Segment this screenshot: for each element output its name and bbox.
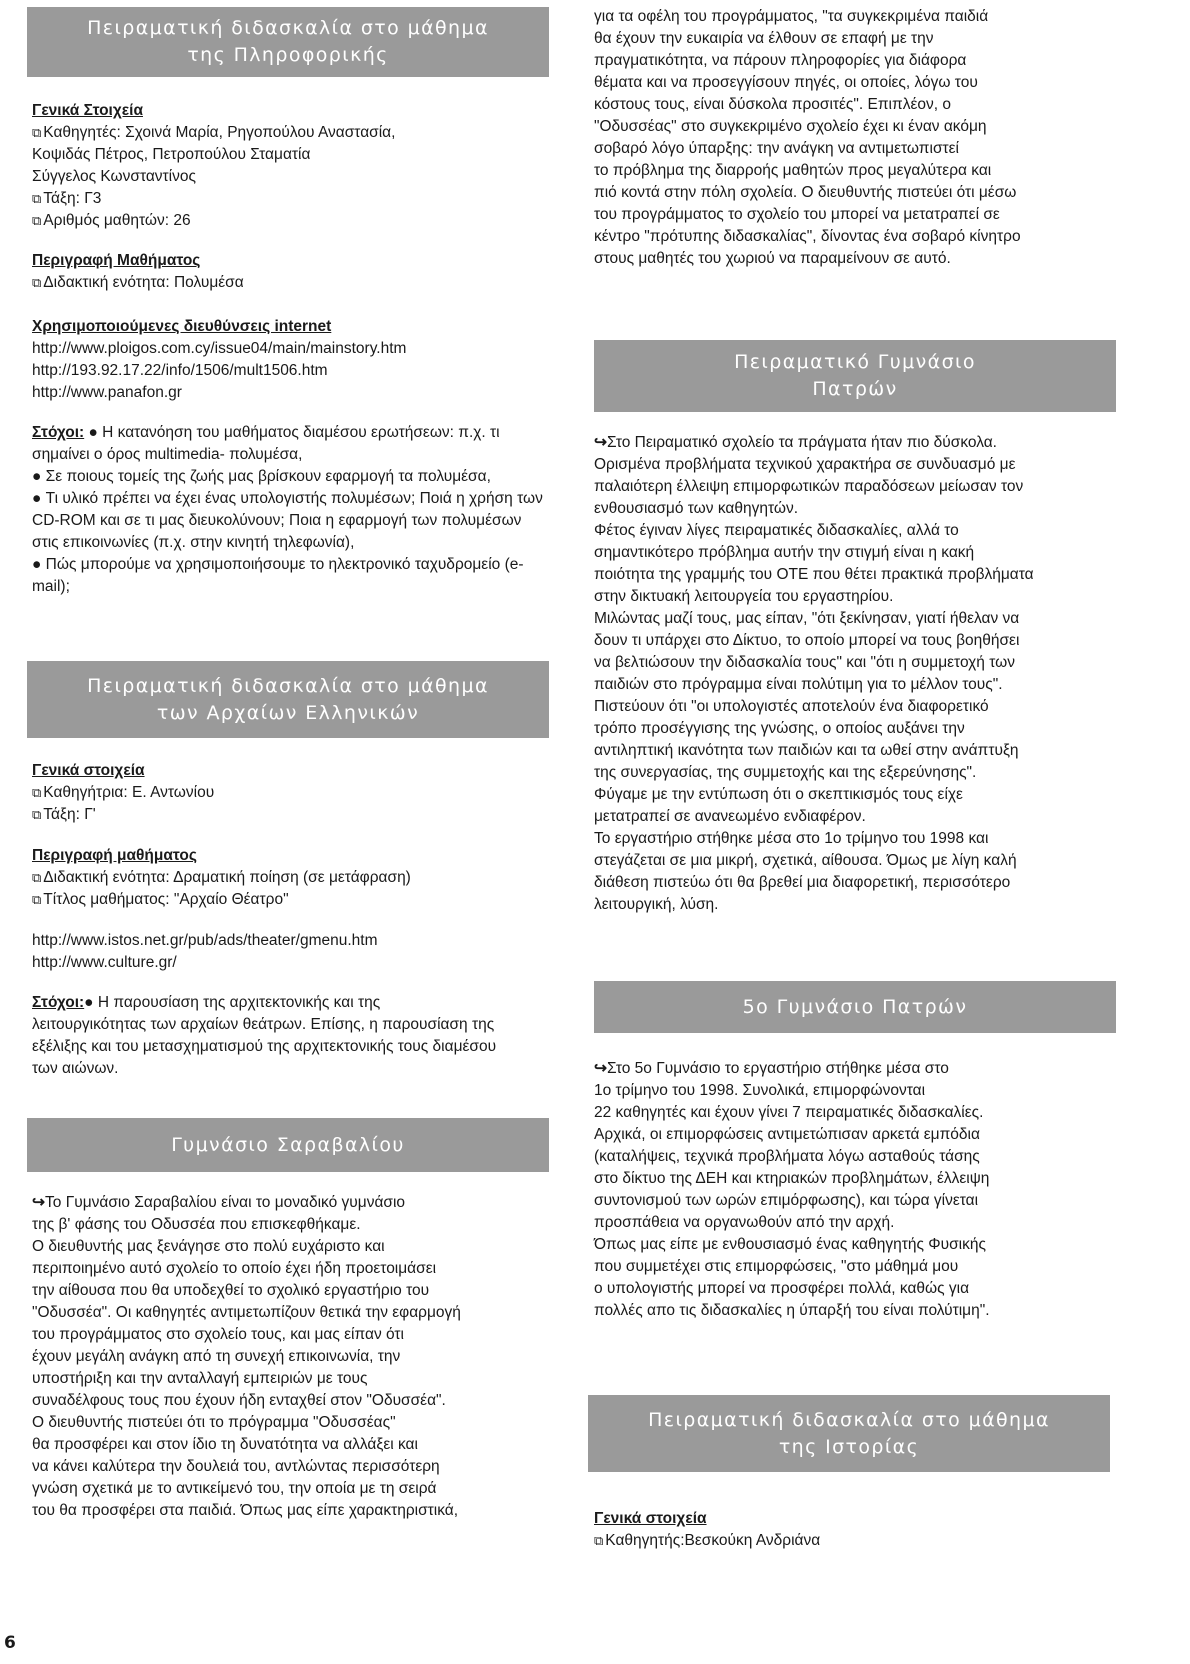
text-line: (καταλήψεις, τεχνικά προβλήματα λόγω ασταθούς τάσης	[594, 1148, 980, 1165]
text-line: παλαιότερη έλλειψη επιμορφωτικών παραδόσεων μείωσαν τον	[594, 478, 1024, 495]
text-line: της β' φάσης του Οδυσσέα που επισκεφθήκαμε.	[32, 1216, 361, 1233]
text-line: περιποιημένο αυτό σχολείο το οποίο έχει ήδη προετοιμάσει	[32, 1260, 437, 1277]
informatics-goals	[32, 422, 544, 598]
ancient-goals	[32, 992, 497, 1080]
bullet-dot: ●	[32, 468, 46, 485]
text-line: το πρόβλημα της διαρροής μαθητών προς μεγαλύτερα και	[594, 162, 992, 179]
text-line: συναδέλφους τους που έχουν ήδη ενταχθεί στον "Οδυσσέα".	[32, 1392, 446, 1409]
section-header-saravali	[27, 1118, 549, 1172]
text-line: λειτουργική, λύση.	[594, 896, 719, 913]
history-general	[594, 1508, 1119, 1552]
goal-item: Σε ποιους τομείς της ζωής μας βρίσκουν εφαρμογή τα πολυμέσα,	[45, 468, 491, 485]
page-number: 6	[4, 1633, 16, 1653]
text-line: κόστους τους, είναι δύσκολα προσιτές". Επιπλέον, ο	[594, 96, 951, 113]
text-line: Ο διευθυντής πιστεύει ότι το πρόγραμμα "Οδυσσέας"	[32, 1414, 396, 1431]
teacher-line: ⧉ Καθηγήτρια: Ε. Αντωνίου	[32, 782, 552, 804]
text-line: του προγράμματος το σχολείο του μπορεί να μετατραπεί σε	[594, 206, 1000, 223]
text-line: σοβαρό λόγο ύπαρξης: την ανάγκη να αντιμετωπιστεί	[594, 140, 959, 157]
text-line: διάθεση πιστεύω ότι θα βρεθεί μια διαφορετική, περισσότερο	[594, 874, 1011, 891]
bullet-dot: ●	[84, 424, 103, 441]
patras-experimental-body	[594, 432, 1119, 916]
text-line: του θα προσφέρει στα παιδιά. Όπως μας είπε χαρακτηριστικά,	[32, 1502, 459, 1519]
header-line: Πειραματικό Γυμνάσιο	[734, 351, 976, 373]
section-header-patras-5th	[594, 981, 1116, 1033]
text-line: Το εργαστήριο στήθηκε μέσα στο 1ο τρίμηνο του 1998 και	[594, 830, 989, 847]
text-line: "Οδυσσέας" στο συγκεκριμένο σχολείο έχει κι έναν ακόμη	[594, 118, 987, 135]
goals-text: Η παρουσίαση της αρχιτεκτονικής και της λειτουργικότητας των αρχαίων θεάτρων. Επίσης, η παρουσίαση της εξέλιξης και του μετασχηματισμού της αρχιτεκτονικής τους διαμέσου των αιώνων.	[32, 994, 497, 1077]
text-line: στους μαθητές του χωριού να παραμείνουν σε αυτό.	[594, 250, 951, 267]
text-line: να βελτιώσουν την διδασκαλία τους" και "ότι η συμμετοχή των	[594, 654, 1015, 671]
text-span: Στο 5ο Γυμνάσιο το εργαστήριο στήθηκε μέσα στο	[607, 1060, 949, 1077]
url-link[interactable]: http://193.92.17.22/info/1506/mult1506.htm	[32, 362, 328, 379]
text-line: Όπως μας είπε με ενθουσιασμό ένας καθηγητής Φυσικής	[594, 1236, 986, 1253]
text-line: πραγματικότητα, να πάρουν πληροφορίες για διάφορα	[594, 52, 967, 69]
header-line: Πατρών	[812, 378, 898, 400]
ancient-lesson	[32, 845, 552, 911]
text-line: υποστήριξη και την ανταλλαγή εμπειριών με τους	[32, 1370, 368, 1387]
header-line: της Ιστορίας	[778, 1435, 920, 1458]
url-link[interactable]: http://www.panafon.gr	[32, 384, 182, 401]
section-header-history	[588, 1395, 1110, 1472]
text-line: 22 καθηγητές και έχουν γίνει 7 πειραματικές διδασκαλίες.	[594, 1104, 984, 1121]
text-line: συντονισμού των ωρών επιμόρφωσης), και τώρα γίνεται	[594, 1192, 979, 1209]
bullet-dot: ●	[32, 490, 46, 507]
url-link[interactable]: http://www.culture.gr/	[32, 954, 177, 971]
text-line: Φέτος έγιναν λίγες πειραματικές διδασκαλίες, αλλά το	[594, 522, 959, 539]
text-line: της συνεργασίας, της συμμετοχής και της εξερεύνησης".	[594, 764, 977, 781]
header-line: Πειραματική διδασκαλία στο μάθημα	[87, 17, 489, 39]
text-line: γνώση σχετικά με το αντικείμενό του, την οποία με τη σειρά	[32, 1480, 437, 1497]
text-line: πιό κοντά στην πόλη σχολεία. Ο διευθυντής πιστεύει ότι μέσω	[594, 184, 1017, 201]
text-line: θα έχουν την ευκαιρία να έλθουν σε επαφή με την	[594, 30, 934, 47]
text-line: δουν τι υπάρχει στο Δίκτυο, το οποίο μπορεί να τους βοηθήσει	[594, 632, 1020, 649]
text-line: τρόπο προσέγγισης της γνώσης, ο οποίος αυξάνει την	[594, 720, 965, 737]
url-link[interactable]: http://www.ploigos.com.cy/issue04/main/mainstory.htm	[32, 340, 407, 357]
arrow-icon: ↪	[32, 1194, 45, 1211]
saravali-body	[32, 1192, 552, 1522]
text-line: θα προσφέρει και στον ίδιο τη δυνατότητα να αλλάξει και	[32, 1436, 418, 1453]
header-line: Γυμνάσιο Σαραβαλίου	[171, 1133, 405, 1156]
class-line: ⧉ Τάξη: Γ'	[32, 804, 552, 826]
unit-line: ⧉ Διδακτική ενότητα: Δραματική ποίηση (σε μετάφραση)	[32, 867, 552, 889]
teachers-line: ⧉ Καθηγητές: Σχοινά Μαρία, Ρηγοπούλου Αναστασία,	[32, 122, 552, 144]
text-line: Μιλώντας μαζί τους, μας είπαν, "ότι ξεκίνησαν, γιατί ήθελαν να	[594, 610, 1020, 627]
section-header-patras-experimental	[594, 340, 1116, 412]
header-line: της Πληροφορικής	[187, 44, 389, 66]
text-line: στεγάζεται σε μια μικρή, σχετικά, αίθουσα. Όμως με λίγη καλή	[594, 852, 1017, 869]
header-line: Πειραματική διδασκαλία στο μάθημα	[87, 674, 489, 697]
col2-continuation	[594, 6, 1119, 270]
text-line: για τα οφέλη του προγράμματος, "τα συγκεκριμένα παιδιά	[594, 8, 989, 25]
text-line: "Οδυσσέα". Οι καθηγητές αντιμετωπίζουν θετικά την εφαρμογή	[32, 1304, 461, 1321]
text-line: πολλές απο τις διδασκαλίες η ύπαρξή του είναι πολύτιμη".	[594, 1302, 990, 1319]
header-line: των Αρχαίων Ελληνικών	[156, 701, 420, 724]
general-heading: Γενικά Στοιχεία	[32, 102, 143, 119]
informatics-general	[32, 100, 552, 232]
section-header-informatics	[27, 7, 549, 77]
text-line	[594, 432, 1119, 454]
url-link[interactable]: http://www.istos.net.gr/pub/ads/theater/gmenu.htm	[32, 932, 378, 949]
arrow-icon: ↪	[594, 1060, 607, 1077]
lesson-heading: Περιγραφή μαθήματος	[32, 847, 197, 864]
text-line: ενθουσιασμό των καθηγητών.	[594, 500, 799, 517]
section-header-ancient	[27, 661, 549, 738]
text-line: ο υπολογιστής μπορεί να προσφέρει πολλά, καθώς για	[594, 1280, 970, 1297]
goal-item: Τι υλικό πρέπει να έχει ένας υπολογιστής πολυμέσων; Ποιά η χρήση των CD-ROM και σε τι μας διευκολύνουν; Ποια η εφαρμογή των πολυμέσων στις επικοινωνίες (π.χ. στην κινητή τηλεφωνία),	[32, 490, 543, 551]
teacher-line: ⧉ Καθηγητής:Βεσκούκη Ανδριάνα	[594, 1530, 1119, 1552]
bullet-dot: ●	[32, 556, 46, 573]
informatics-lesson	[32, 250, 552, 294]
text-line: 1ο τρίμηνο του 1998. Συνολικά, επιμορφώνονται	[594, 1082, 926, 1099]
students-line: ⧉ Αριθμός μαθητών: 26	[32, 210, 552, 232]
general-heading: Γενικά στοιχεία	[32, 762, 145, 779]
text-line: προσπάθεια να οργανωθούν από την αρχή.	[594, 1214, 895, 1231]
text-line: κέντρο "πρότυπης διδασκαλίας", δίνοντας ένα σοβαρό κίνητρο	[594, 228, 1021, 245]
text-line: την αίθουσα που θα υποδεχθεί το σχολικό εργαστήριο του	[32, 1282, 430, 1299]
text-span: Το Γυμνάσιο Σαραβαλίου είναι το μοναδικό γυμνάσιο	[45, 1194, 406, 1211]
ancient-general	[32, 760, 552, 826]
text-line: έχουν μεγάλη ανάγκη από τη συνεχή επικοινωνία, την	[32, 1348, 401, 1365]
general-heading: Γενικά στοιχεία	[594, 1510, 707, 1527]
header-line: 5ο Γυμνάσιο Πατρών	[742, 995, 968, 1018]
text-line: του προγράμματος στο σχολείο τους, και μας είπαν ότι	[32, 1326, 404, 1343]
text-line	[594, 1058, 1119, 1080]
class-line: ⧉ Τάξη: Γ3	[32, 188, 552, 210]
header-line: Πειραματική διδασκαλία στο μάθημα	[648, 1408, 1050, 1431]
text-line	[32, 1192, 552, 1214]
text-line: μετατραπεί σε ανανεωμένο ενδιαφέρον.	[594, 808, 866, 825]
text-line: θέματα και να προσεγγίσουν πηγές, οι οποίες, λόγω του	[594, 74, 978, 91]
text-line: Πιστεύουν ότι "οι υπολογιστές αποτελούν ένα διαφορετικό	[594, 698, 989, 715]
text-line: Αρχικά, οι επιμορφώσεις αντιμετώπισαν αρκετά εμπόδια	[594, 1126, 980, 1143]
lesson-heading: Περιγραφή Μαθήματος	[32, 252, 201, 269]
text-line: Ορισμένα προβλήματα τεχνικού χαρακτήρα σε συνδυασμό με	[594, 456, 1016, 473]
text-line: που συμμετέχει στις επιμορφώσεις, "στο μάθημά μου	[594, 1258, 959, 1275]
informatics-urls	[32, 316, 552, 404]
goals-label: Στόχοι:	[32, 994, 85, 1011]
patras-5th-body	[594, 1058, 1119, 1322]
teachers-line: Σύγγελος Κωνσταντίνος	[32, 168, 196, 185]
text-line: Φύγαμε με την εντύπωση ότι ο σκεπτικισμός τους είχε	[594, 786, 963, 803]
text-line: να κάνει καλύτερα την δουλειά του, αντλώντας περισσότερη	[32, 1458, 440, 1475]
text-line: σημαντικότερο πρόβλημα αυτήν την στιγμή είναι η κακή	[594, 544, 975, 561]
unit-line: ⧉ Διδακτική ενότητα: Πολυμέσα	[32, 272, 552, 294]
arrow-icon: ↪	[594, 434, 607, 451]
goal-item: Η κατανόηση του μαθήματος διαμέσου ερωτήσεων: π.χ. τι σημαίνει ο όρος multimedia- πολυμέσα,	[32, 424, 500, 463]
teachers-line: Κοψιδάς Πέτρος, Πετροπούλου Σταματία	[32, 146, 311, 163]
urls-heading: Χρησιμοποιούμενες διευθύνσεις internet	[32, 318, 332, 335]
text-line: παιδιών στο πρόγραμμα είναι πολύτιμη για το μέλλον τους".	[594, 676, 1003, 693]
goal-item: Πώς μπορούμε να χρησιμοποιήσουμε το ηλεκτρονικό ταχυδρομείο (e-mail);	[32, 556, 524, 595]
text-line: στην δικτυακή λειτουργεία του εργαστηρίου.	[594, 588, 894, 605]
text-line: Ο διευθυντής μας ξενάγησε στο πολύ ευχάριστο και	[32, 1238, 385, 1255]
text-span: Στο Πειραματικό σχολείο τα πράγματα ήταν πιο δύσκολα.	[607, 434, 997, 451]
goals-label: Στόχοι:	[32, 424, 85, 441]
text-line: αντιληπτική ικανότητα των παιδιών και τα ωθεί στην ανάπτυξη	[594, 742, 1019, 759]
ancient-urls	[32, 930, 552, 974]
text-line: στο δίκτυο της ΔΕΗ και κτηριακών προβλημάτων, έλλειψη	[594, 1170, 990, 1187]
bullet-dot: ●	[84, 994, 98, 1011]
lesson-title-line: ⧉ Τίτλος μαθήματος: "Αρχαίο Θέατρο"	[32, 889, 552, 911]
text-line: ποιότητα της γραμμής του ΟΤΕ που θέτει πρακτικά προβλήματα	[594, 566, 1034, 583]
